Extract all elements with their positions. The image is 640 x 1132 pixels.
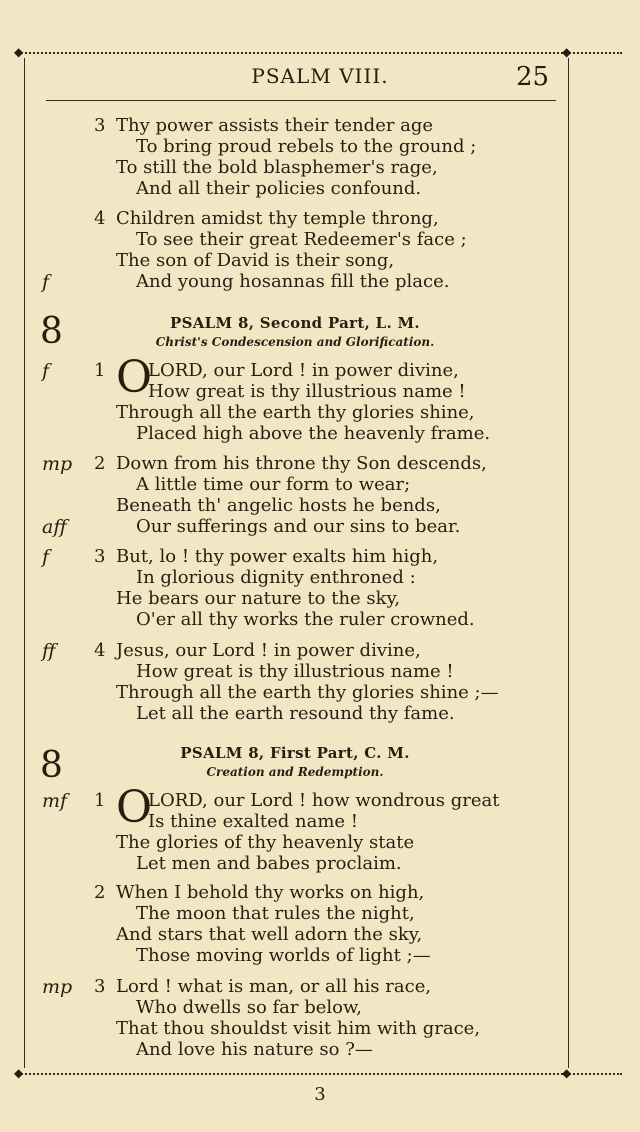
verse-line: The moon that rules the night,: [136, 903, 415, 924]
verse-line: But, lo ! thy power exalts him high,: [116, 546, 439, 567]
dynamic-marking: f: [42, 271, 50, 293]
stanza-number: 4: [94, 208, 106, 229]
dynamic-marking: ff: [42, 640, 56, 662]
verse-line: A little time our form to wear;: [136, 474, 411, 495]
dynamic-marking: mf: [42, 790, 68, 812]
verse-line: Through all the earth thy glories shine ;—: [116, 682, 499, 703]
verse-line: Lord ! what is man, or all his race,: [116, 976, 432, 997]
stanza-number: 3: [94, 976, 106, 997]
verse-line: And love his nature so ?—: [136, 1039, 373, 1060]
top-border-rule: [18, 52, 622, 56]
corner-ornament-bottom-right: ◆: [562, 1066, 572, 1080]
verse-line: O'er all thy works the ruler crowned.: [136, 609, 475, 630]
hymn-title: PSALM 8, Second Part, L. M.: [170, 314, 420, 332]
bottom-border-rule: [18, 1073, 622, 1077]
verse-line: The son of David is their song,: [116, 250, 395, 271]
verse-line: He bears our nature to the sky,: [116, 588, 401, 609]
right-border-line: [568, 58, 569, 1068]
verse-line: LORD, our Lord ! in power divine,: [148, 360, 459, 381]
corner-ornament-top-left: ◆: [14, 45, 24, 59]
verse-line: Who dwells so far below,: [136, 997, 362, 1018]
verse-line: And all their policies confound.: [136, 178, 422, 199]
stanza-number: 1: [94, 790, 106, 811]
verse-line: How great is thy illustrious name !: [136, 661, 454, 682]
page-number: 25: [516, 62, 550, 92]
stanza-number: 2: [94, 453, 106, 474]
dynamic-marking: f: [42, 360, 50, 382]
verse-line: To bring proud rebels to the ground ;: [136, 136, 477, 157]
header-rule: [46, 100, 556, 101]
stanza-number: 1: [94, 360, 106, 381]
hymn-subtitle: Christ's Condescension and Glorification.: [155, 335, 435, 349]
verse-line: To see their great Redeemer's face ;: [136, 229, 467, 250]
stanza-number: 3: [94, 546, 106, 567]
signature-mark: 3: [314, 1084, 326, 1105]
psalm-number-marker: 8: [40, 745, 63, 786]
verse-line: Placed high above the heavenly frame.: [136, 423, 491, 444]
dynamic-marking: aff: [42, 516, 67, 538]
drop-cap: O: [116, 782, 153, 833]
verse-line: The glories of thy heavenly state: [116, 832, 415, 853]
dynamic-marking: mp: [42, 976, 73, 998]
verse-line: That thou shouldst visit him with grace,: [116, 1018, 481, 1039]
verse-line: And stars that well adorn the sky,: [116, 924, 423, 945]
verse-line: Is thine exalted name !: [148, 811, 359, 832]
verse-line: How great is thy illustrious name !: [148, 381, 466, 402]
dynamic-marking: f: [42, 546, 50, 568]
psalm-number-marker: 8: [40, 311, 63, 352]
verse-line: In glorious dignity enthroned :: [136, 567, 416, 588]
verse-line: LORD, our Lord ! how wondrous great: [148, 790, 500, 811]
dynamic-marking: mp: [42, 453, 73, 475]
verse-line: Down from his throne thy Son descends,: [116, 453, 487, 474]
verse-line: Let men and babes proclaim.: [136, 853, 402, 874]
corner-ornament-bottom-left: ◆: [14, 1066, 24, 1080]
verse-line: Through all the earth thy glories shine,: [116, 402, 475, 423]
corner-ornament-top-right: ◆: [562, 45, 572, 59]
verse-line: And young hosannas fill the place.: [136, 271, 450, 292]
running-head: PSALM VIII.: [251, 64, 389, 88]
verse-line: Beneath th' angelic hosts he bends,: [116, 495, 441, 516]
drop-cap: O: [116, 352, 153, 403]
stanza-number: 3: [94, 115, 106, 136]
left-border-line: [24, 58, 25, 1068]
verse-line: Our sufferings and our sins to bear.: [136, 516, 461, 537]
verse-line: Thy power assists their tender age: [116, 115, 434, 136]
hymn-title: PSALM 8, First Part, C. M.: [180, 744, 410, 762]
stanza-number: 4: [94, 640, 106, 661]
hymn-subtitle: Creation and Redemption.: [206, 765, 384, 779]
verse-line: Those moving worlds of light ;—: [136, 945, 431, 966]
verse-line: To still the bold blasphemer's rage,: [116, 157, 438, 178]
verse-line: When I behold thy works on high,: [116, 882, 425, 903]
verse-line: Children amidst thy temple throng,: [116, 208, 439, 229]
stanza-number: 2: [94, 882, 106, 903]
verse-line: Let all the earth resound thy fame.: [136, 703, 455, 724]
verse-line: Jesus, our Lord ! in power divine,: [116, 640, 421, 661]
